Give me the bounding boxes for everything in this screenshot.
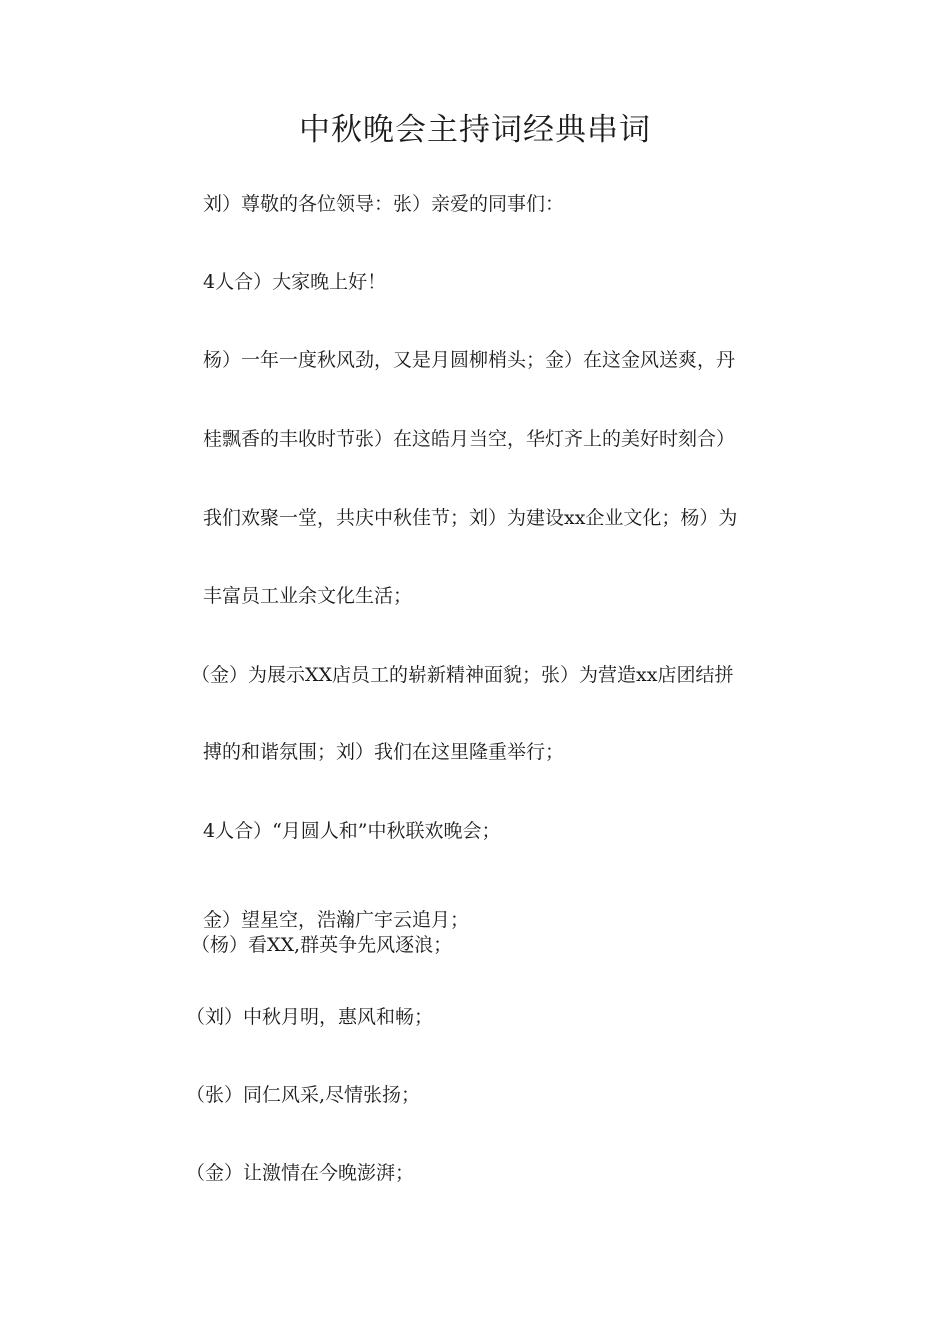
paragraph-line: 刘）尊敬的各位领导：张）亲爱的同事们： [203, 193, 565, 215]
paragraph-line: 杨）一年一度秋风劲，又是月圆柳梢头；金）在这金风送爽，丹 [203, 349, 736, 371]
paragraph-line: （刘）中秋月明，惠风和畅； [186, 1006, 434, 1028]
paragraph-line: （金）为展示XX店员工的崭新精神面貌；张）为营造xx店团结拼 [191, 664, 734, 686]
paragraph-line: 4人合）大家晚上好！ [203, 271, 387, 293]
document-title: 中秋晚会主持词经典串词 [299, 112, 651, 148]
paragraph-line: （张）同仁风采,尽情张扬； [186, 1084, 421, 1106]
paragraph-line: 丰富员工业余文化生活； [203, 585, 413, 607]
paragraph-line: 桂飘香的丰收时节张）在这皓月当空，华灯齐上的美好时刻合） [203, 428, 736, 450]
paragraph-line: （杨）看XX,群英争先风逐浪； [191, 934, 453, 956]
paragraph-line: 我们欢聚一堂，共庆中秋佳节；刘）为建设xx企业文化；杨）为 [203, 507, 738, 529]
paragraph-line: 4人合）“月圆人和”中秋联欢晚会； [203, 820, 501, 842]
paragraph-line: （金）让激情在今晚澎湃； [186, 1162, 415, 1184]
paragraph-line: 搏的和谐氛围；刘）我们在这里隆重举行； [203, 741, 565, 763]
paragraph-line: 金）望星空，浩瀚广宇云追月； [203, 909, 470, 931]
